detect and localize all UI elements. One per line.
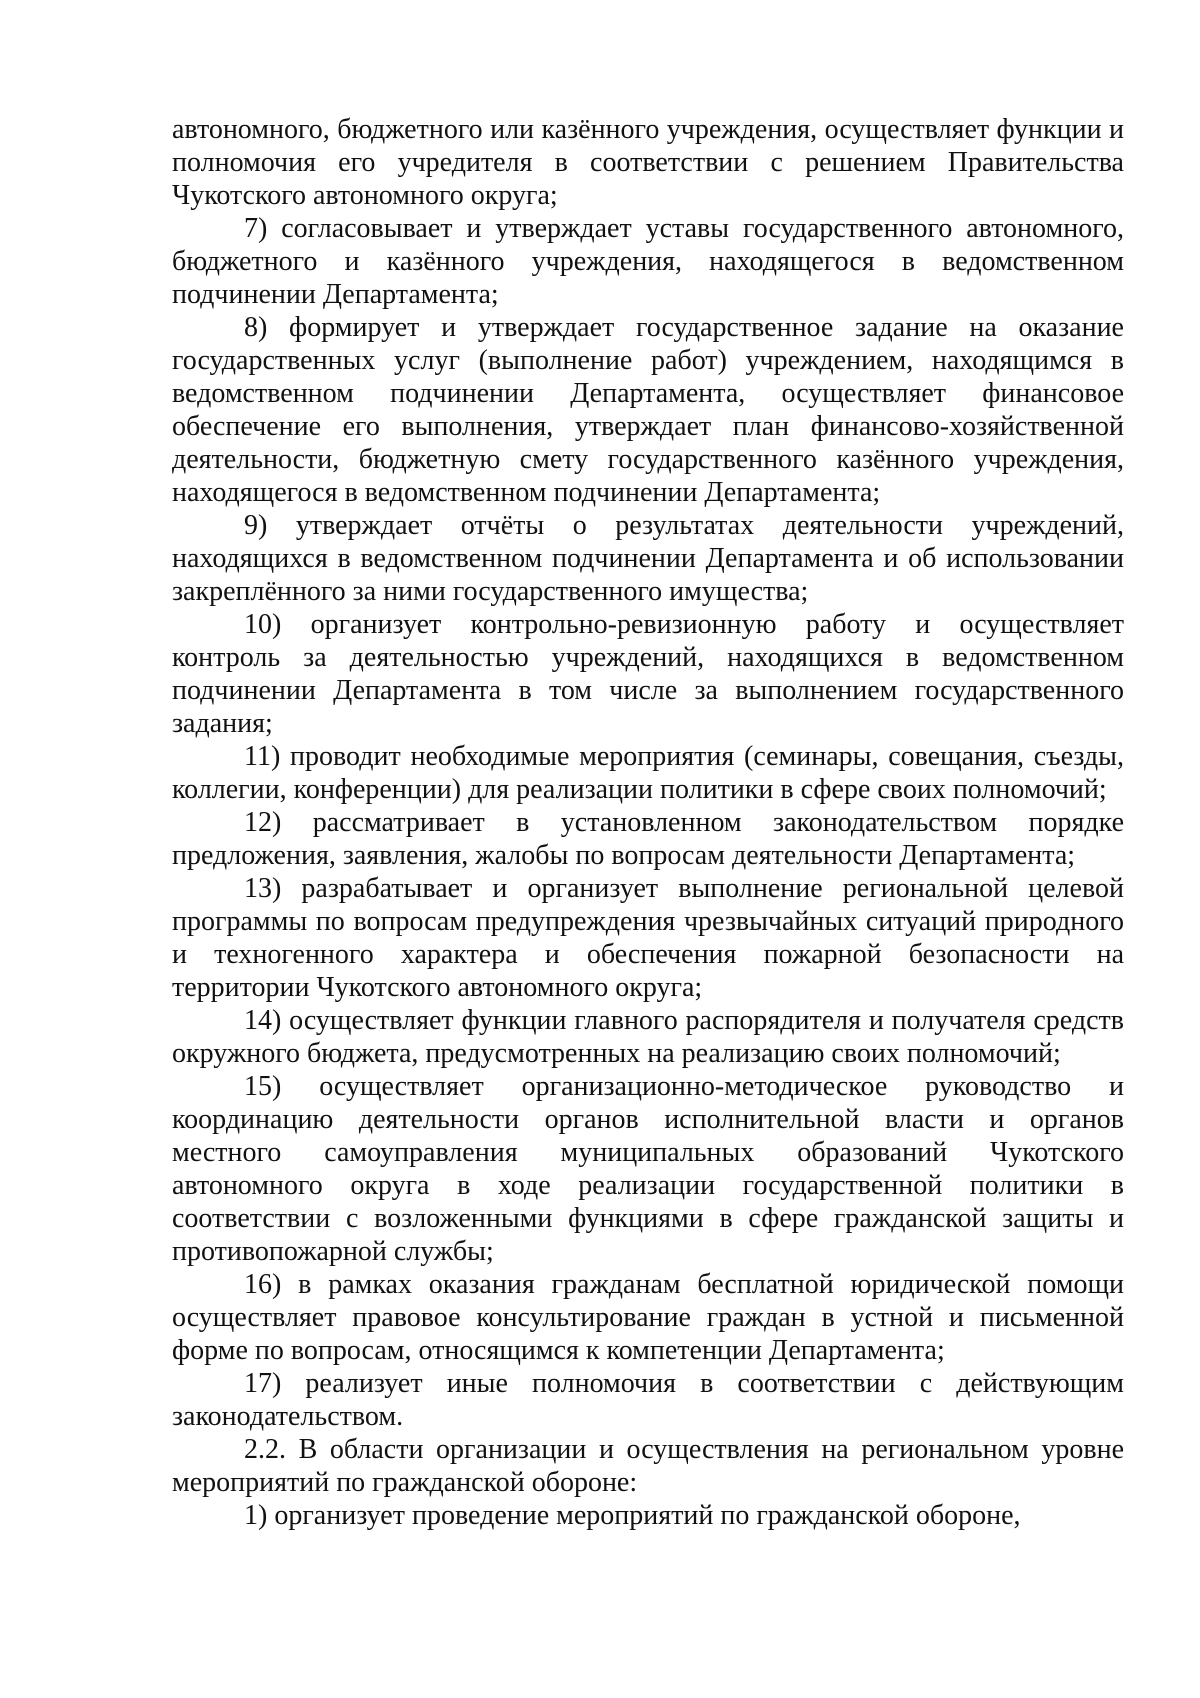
section-heading-2-2: 2.2. В области организации и осуществления на региональном уровне мероприятий по гражданской обороне: (172, 1434, 1124, 1498)
paragraph-item-12: 12) рассматривает в установленном законодательством порядке предложения, заявления, жалобы по вопросам деятельности Департамента; (172, 807, 1124, 871)
paragraph-item-9: 9) утверждает отчёты о результатах деятельности учреждений, находящихся в ведомственном подчинении Департамента и об использовании закреплённого за ними государственного имущества; (172, 510, 1124, 607)
paragraph-item-11: 11) проводит необходимые мероприятия (семинары, совещания, съезды, коллегии, конференции) для реализации политики в сфере своих полномочий; (172, 741, 1124, 805)
paragraph-item-8: 8) формирует и утверждает государственное задание на оказание государственных услуг (выполнение работ) учреждением, находящимся в ведомственном подчинении Департамента, осуществляет финансовое обеспечение его выполнения, утверждает план финансово-хозяйственной деятельности, бюджетную смету государственного казённого учреждения, находящегося в ведомственном подчинении Департамента; (172, 312, 1124, 508)
paragraph-item-16: 16) в рамках оказания гражданам бесплатной юридической помощи осуществляет правовое консультирование граждан в устной и письменной форме по вопросам, относящимся к компетенции Департамента; (172, 1269, 1124, 1366)
paragraph-item-13: 13) разрабатывает и организует выполнение региональной целевой программы по вопросам предупреждения чрезвычайных ситуаций природного и техногенного характера и обеспечения пожарной безопасности на территории Чукотского автономного округа; (172, 873, 1124, 1003)
paragraph-item-17: 17) реализует иные полномочия в соответствии с действующим законодательством. (172, 1368, 1124, 1432)
paragraph-continuation: автономного, бюджетного или казённого учреждения, осуществляет функции и полномочия его учредителя в соответствии с решением Правительства Чукотского автономного округа; (172, 114, 1124, 211)
paragraph-item-15: 15) осуществляет организационно-методическое руководство и координацию деятельности органов исполнительной власти и органов местного самоуправления муниципальных образований Чукотского автономного округа в ходе реализации государственной политики в соответствии с возложенными функциями в сфере гражданской защиты и противопожарной службы; (172, 1071, 1124, 1267)
paragraph-item-7: 7) согласовывает и утверждает уставы государственного автономного, бюджетного и казённого учреждения, находящегося в ведомственном подчинении Департамента; (172, 213, 1124, 310)
paragraph-item-1: 1) организует проведение мероприятий по гражданской обороне, (244, 1500, 1021, 1531)
paragraph-item-10: 10) организует контрольно-ревизионную работу и осуществляет контроль за деятельностью учреждений, находящихся в ведомственном подчинении Департамента в том числе за выполнением государственного задания; (172, 609, 1124, 739)
document-page (172, 113, 1124, 1532)
paragraph-item-14: 14) осуществляет функции главного распорядителя и получателя средств окружного бюджета, предусмотренных на реализацию своих полномочий; (172, 1005, 1124, 1069)
